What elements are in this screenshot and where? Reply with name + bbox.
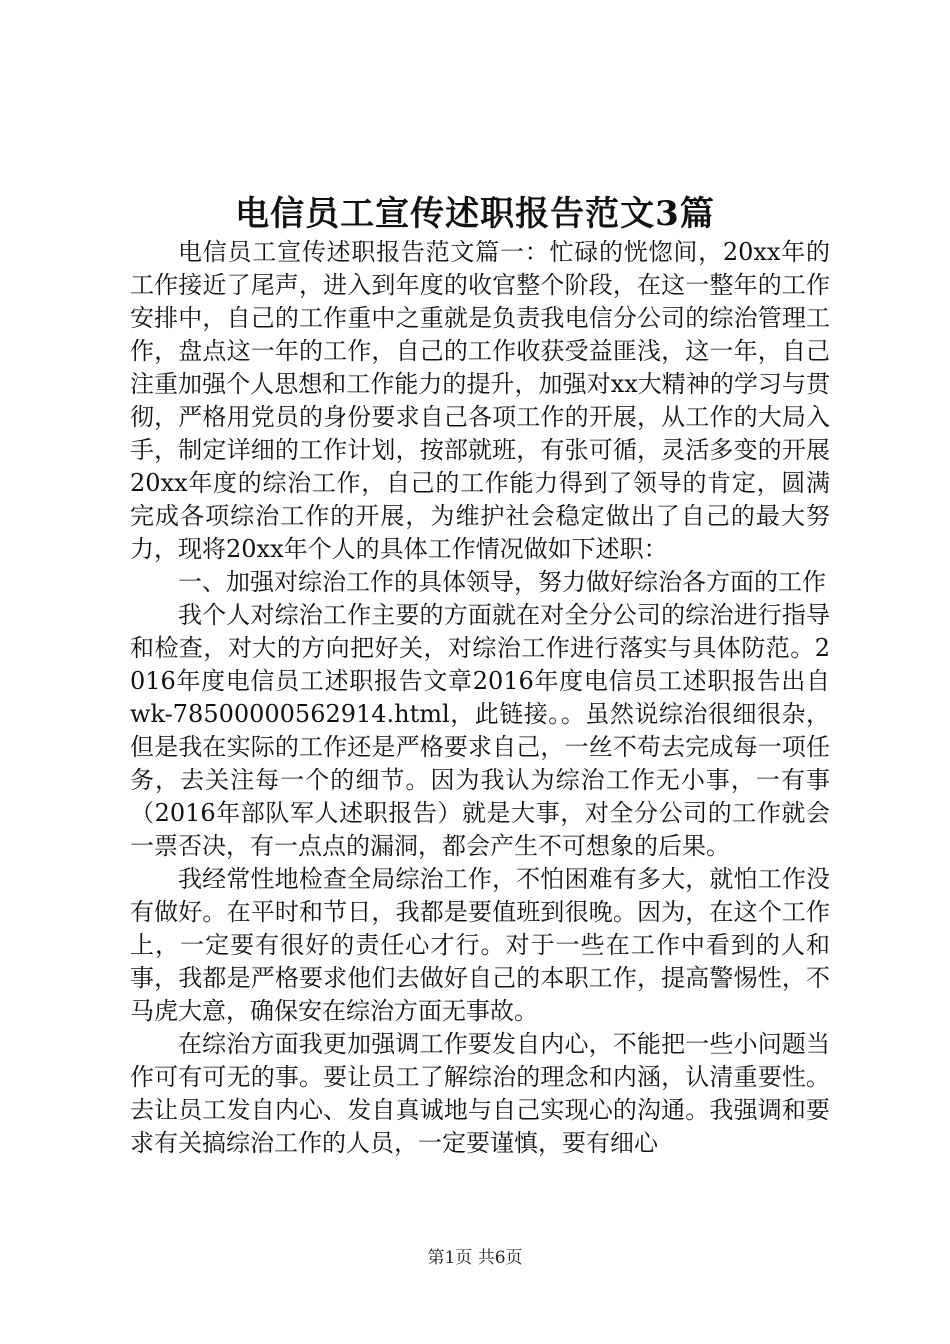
paragraph-guidance: 我个人对综治工作主要的方面就在对全分公司的综治进行指导和检查，对大的方向把好关，对综治工作进行落实与具体防范。2016年度电信员工述职报告文章2016年度电信员工述职报告出自wk-78500000562914.html，此链接。。虽然说综治很细很杂，但是我在实际的工作还是严格要求自己，一丝不苟去完成每一项任务，去关注每一个的细节。因为我认为综治工作无小事，一有事（2016年部队军人述职报告）就是大事，对全分公司的工作就会一票否决，有一点点的漏洞，都会产生不可想象的后果。 xyxy=(130,601,830,860)
paragraph-inspection: 我经常性地检查全局综治工作，不怕困难有多大，就怕工作没有做好。在平时和节日，我都是要值班到很晚。因为，在这个工作上，一定要有很好的责任心才行。对于一些在工作中看到的人和事，我都是严格要求他们去做好自己的本职工作，提高警惕性，不马虎大意，确保安在综治方面无事故。 xyxy=(130,865,830,1025)
paragraph-intro: 电信员工宣传述职报告范文篇一：忙碌的恍惚间，20xx年的工作接近了尾声，进入到年度的收官整个阶段，在这一整年的工作安排中，自己的工作重中之重就是负责我电信分公司的综治管理工作，盘点这一年的工作，自己的工作收获受益匪浅，这一年，自己注重加强个人思想和工作能力的提升，加强对xx大精神的学习与贯彻，严格用党员的身份要求自己各项工作的开展，从工作的大局入手，制定详细的工作计划，按部就班，有张可循，灵活多变的开展20xx年度的综治工作，自己的工作能力得到了领导的肯定，圆满完成各项综治工作的开展，为维护社会稳定做出了自己的最大努力，现将20xx年个人的具体工作情况做如下述职： xyxy=(130,238,830,563)
paragraph-emphasis: 在综治方面我更加强调工作要发自内心，不能把一些小问题当作可有可无的事。要让员工了解综治的理念和内涵，认清重要性。去让员工发自内心、发自真诚地与自己实现心的沟通。我强调和要求有关搞综治工作的人员，一定要谨慎，要有细心 xyxy=(130,1030,830,1157)
section-heading-one: 一、加强对综治工作的具体领导，努力做好综治各方面的工作 xyxy=(178,568,826,596)
document-title: 电信员工宣传述职报告范文3篇 xyxy=(235,194,715,234)
page-number-footer: 第1页 共6页 xyxy=(427,1248,523,1268)
document-body xyxy=(130,236,830,1160)
